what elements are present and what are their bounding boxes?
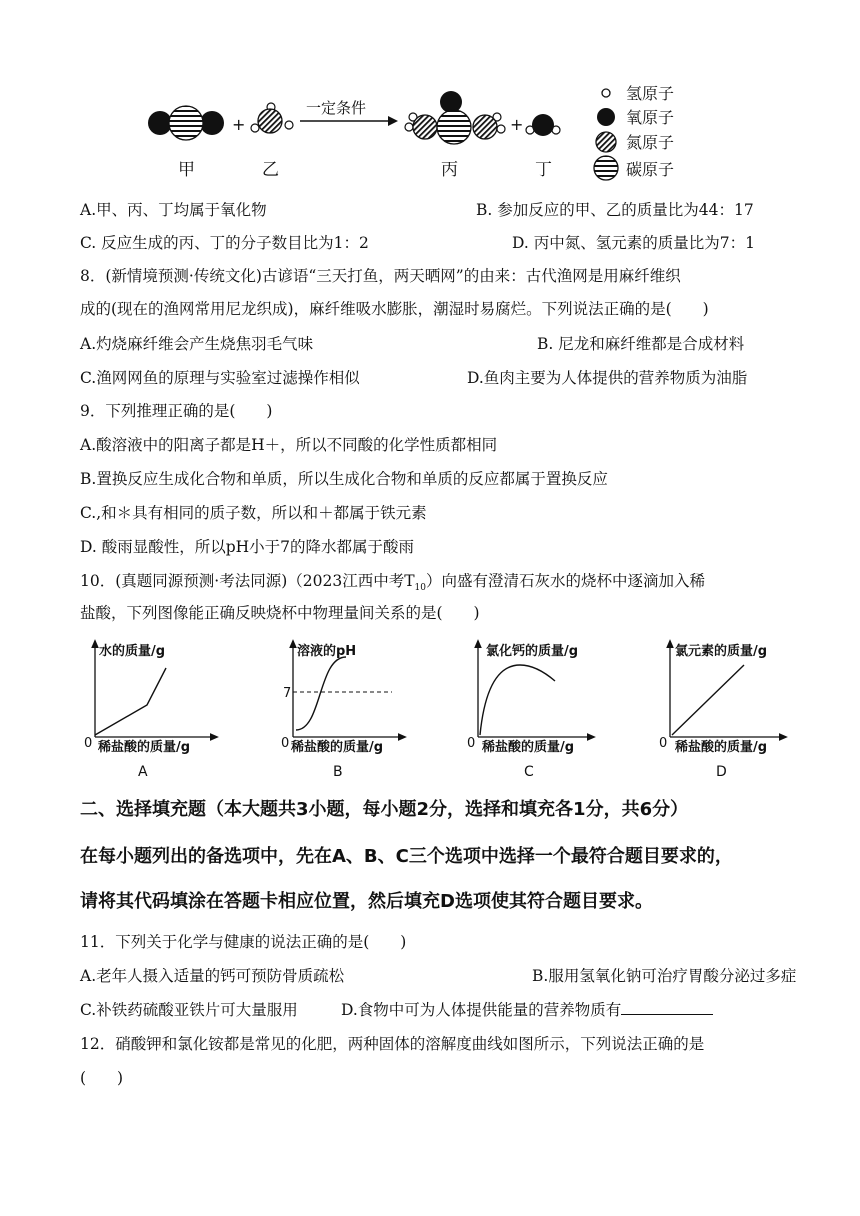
nitrogen-atom-icon — [596, 132, 616, 152]
q9-stem: 9．下列推理正确的是( ) — [80, 402, 273, 420]
q8-stem-line1: 8．(新情境预测·传统文化)古谚语“三天打鱼，两天晒网”的由来：古代渔网是用麻纤维织 — [80, 267, 681, 285]
label-jia: 甲 — [178, 160, 195, 180]
q11-option-c: C.补铁药硫酸亚铁片可大量服用 — [80, 1001, 298, 1019]
section2-title: 二、选择填充题（本大题共3小题，每小题2分，选择和填充各1分，共6分） — [80, 799, 689, 820]
molecule-yi — [251, 103, 293, 133]
graph-d-letter: D — [716, 764, 727, 780]
q11-stem: 11．下列关于化学与健康的说法正确的是( ) — [80, 933, 407, 951]
graph-d-origin: 0 — [659, 736, 668, 751]
label-ding: 丁 — [535, 160, 552, 180]
legend-hydrogen-label: 氢原子 — [626, 84, 675, 103]
molecule-ding — [526, 114, 560, 136]
graph-a-curve — [95, 668, 166, 735]
graph-d — [659, 643, 784, 780]
q7-option-d: D. 丙中氮、氢元素的质量比为7：1 — [512, 234, 755, 252]
graph-a — [84, 643, 215, 780]
legend-carbon-label: 碳原子 — [626, 160, 675, 179]
q12-stem-line2: ( ) — [80, 1069, 124, 1087]
graph-c-ylabel: 氯化钙的质量/g — [486, 644, 579, 659]
oxygen-atom-icon — [597, 108, 615, 126]
legend-nitrogen-label: 氮原子 — [626, 133, 675, 152]
q8-stem-line2: 成的(现在的渔网常用尼龙织成)，麻纤维吸水膨胀，潮湿时易腐烂。下列说法正确的是( ) — [80, 300, 709, 318]
label-bing: 丙 — [441, 160, 458, 180]
q11-option-b: B.服用氢氧化钠可治疗胃酸分泌过多症 — [532, 967, 797, 985]
graph-c — [467, 643, 592, 780]
graph-b-origin: 0 — [281, 736, 290, 751]
q11-option-a: A.老年人摄入适量的钙可预防骨质疏松 — [80, 967, 345, 985]
graph-c-letter: C — [524, 764, 534, 780]
plus-sign: + — [510, 115, 524, 134]
graph-d-xlabel: 稀盐酸的质量/g — [675, 740, 768, 755]
graph-a-ylabel: 水的质量/g — [99, 644, 166, 659]
graph-c-xlabel: 稀盐酸的质量/g — [482, 740, 575, 755]
q8-option-b: B. 尼龙和麻纤维都是合成材料 — [537, 335, 745, 353]
arrow-condition-label: 一定条件 — [306, 99, 367, 117]
q12-stem-line1: 12．硝酸钾和氯化铵都是常见的化肥，两种固体的溶解度曲线如图所示，下列说法正确的是 — [80, 1035, 705, 1053]
graph-b-curve — [296, 657, 346, 730]
graph-b-letter: B — [333, 764, 343, 780]
graph-a-xlabel: 稀盐酸的质量/g — [98, 740, 191, 755]
q11-option-d-wrap — [341, 1000, 713, 1020]
graph-b-xlabel: 稀盐酸的质量/g — [291, 740, 384, 755]
q8-option-d: D.鱼肉主要为人体提供的营养物质为油脂 — [467, 369, 748, 387]
graph-c-curve — [480, 665, 555, 735]
carbon-atom-icon — [594, 156, 618, 180]
graph-b-tick-7: 7 — [283, 686, 292, 701]
q10-stem-line2: 盐酸，下列图像能正确反映烧杯中物理量间关系的是( ) — [80, 604, 480, 622]
q9-option-a: A.酸溶液中的阳离子都是H＋，所以不同酸的化学性质都相同 — [80, 436, 498, 454]
q10-stem-subscript: 10 — [414, 583, 426, 594]
section2-instructions-line2: 请将其代码填涂在答题卡相应位置，然后填充D选项使其符合题目要求。 — [80, 891, 653, 912]
q8-option-c: C.渔网网鱼的原理与实验室过滤操作相似 — [80, 369, 360, 387]
reaction-diagram — [0, 0, 860, 190]
q9-option-d: D. 酸雨显酸性，所以pH小于7的降水都属于酸雨 — [80, 538, 415, 556]
section2-instructions-line1: 在每小题列出的备选项中，先在A、B、C三个选项中选择一个最符合题目要求的， — [80, 846, 733, 867]
graph-a-origin: 0 — [84, 736, 93, 751]
q10-stem-line1 — [80, 571, 705, 598]
molecule-jia — [148, 106, 224, 140]
molecule-bing — [405, 91, 505, 144]
hydrogen-atom-icon — [602, 89, 610, 97]
plus-sign: + — [232, 115, 246, 134]
graph-b — [281, 643, 403, 780]
graph-d-ylabel: 氯元素的质量/g — [675, 644, 768, 659]
q9-option-b: B.置换反应生成化合物和单质，所以生成化合物和单质的反应都属于置换反应 — [80, 470, 608, 488]
q10-stem-pre: 10．(真题同源预测·考法同源)（2023江西中考T — [80, 572, 415, 590]
q7-option-b: B. 参加反应的甲、乙的质量比为44：17 — [476, 201, 754, 219]
q8-option-a: A.灼烧麻纤维会产生烧焦羽毛气味 — [80, 335, 314, 353]
legend-oxygen-label: 氧原子 — [626, 108, 675, 127]
reaction-arrow — [300, 99, 398, 126]
q11-answer-blank[interactable] — [621, 1000, 713, 1015]
q7-option-a: A.甲、丙、丁均属于氧化物 — [80, 201, 267, 219]
graph-b-ylabel: 溶液的pH — [297, 644, 357, 659]
q11-option-d: D.食物中可为人体提供能量的营养物质有 — [341, 1001, 622, 1019]
q10-stem-post: ）向盛有澄清石灰水的烧杯中逐滴加入稀 — [425, 572, 705, 590]
atom-legend — [594, 84, 674, 180]
graph-a-letter: A — [138, 764, 148, 780]
q7-option-c: C. 反应生成的丙、丁的分子数目比为1：2 — [80, 234, 369, 252]
graph-c-origin: 0 — [467, 736, 476, 751]
q9-option-c: C.,和＊具有相同的质子数，所以和＋都属于铁元素 — [80, 504, 427, 522]
q10-graphs — [0, 635, 860, 785]
graph-d-curve — [672, 665, 744, 735]
label-yi: 乙 — [262, 160, 279, 180]
